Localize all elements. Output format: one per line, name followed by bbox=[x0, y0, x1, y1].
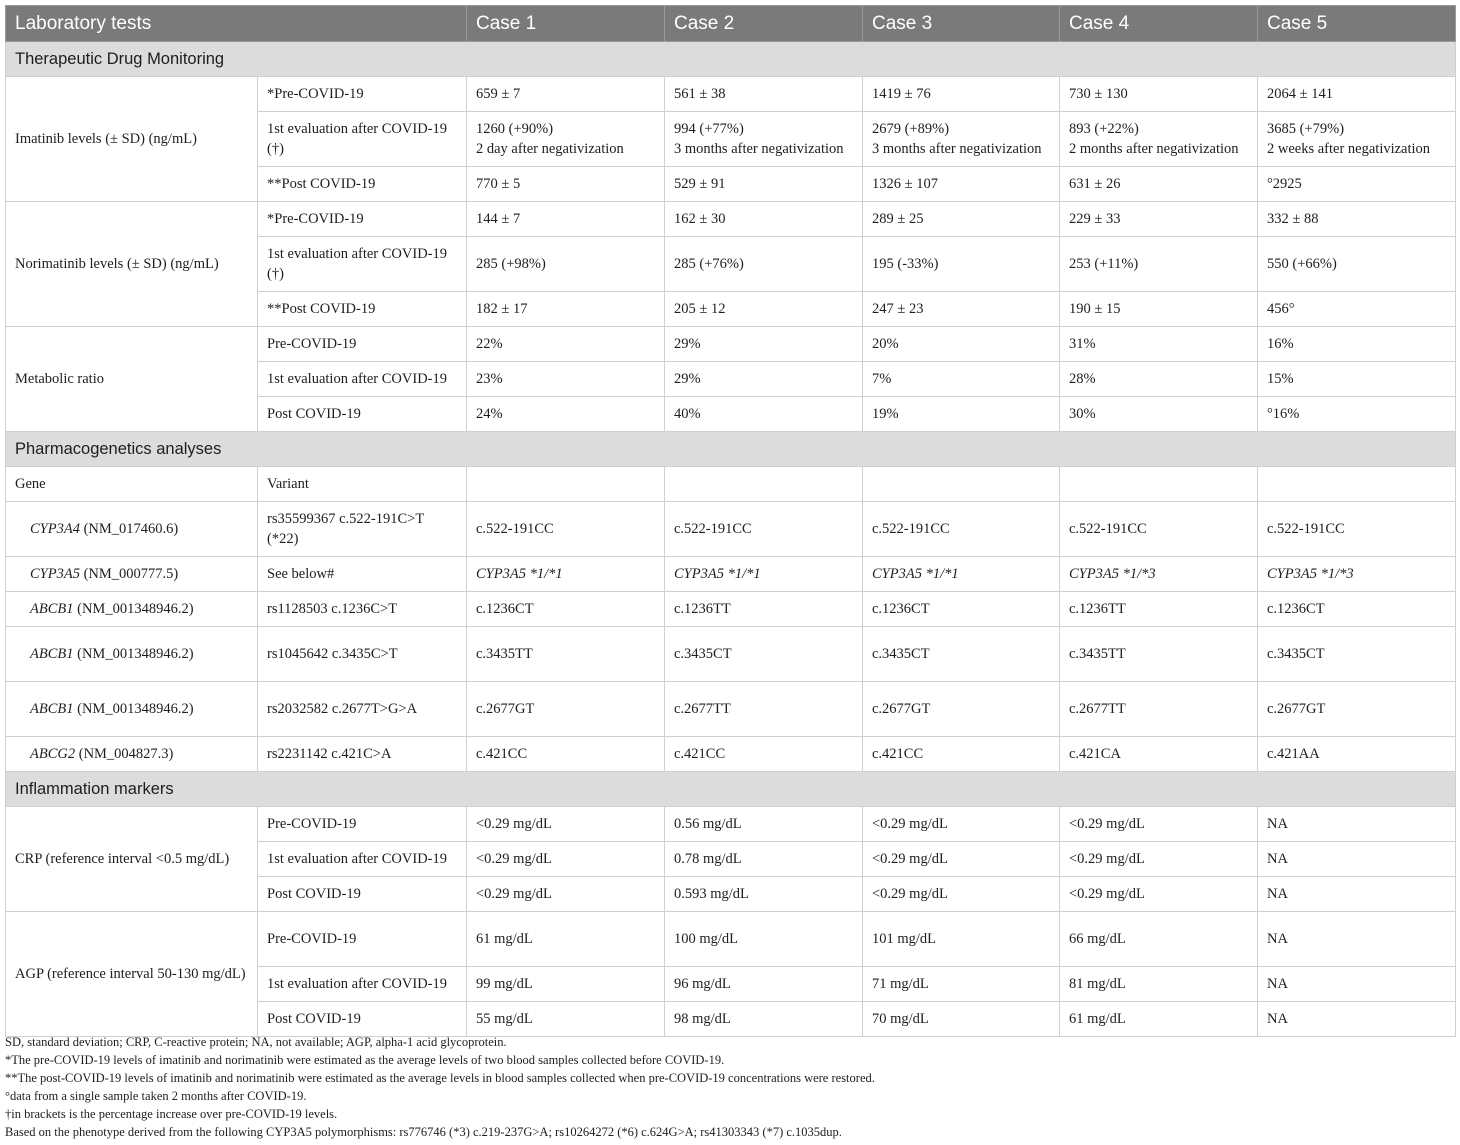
cell-value: 70 mg/dL bbox=[872, 1011, 929, 1027]
cell-value: 247 ± 23 bbox=[872, 301, 924, 317]
cell-value: 2679 (+89%) bbox=[872, 121, 950, 137]
variant-cell: rs35599367 c.522-191C>T (*22) bbox=[258, 502, 467, 557]
value-cell bbox=[1258, 967, 1456, 1002]
footnote: *The pre-COVID-19 levels of imatinib and norimatinib were estimated as the average levels of two blood samples collected before COVID-19. bbox=[5, 1053, 725, 1067]
value-cell bbox=[467, 237, 665, 292]
header-case-5: Case 5 bbox=[1258, 6, 1456, 42]
cell-value: 29% bbox=[674, 371, 701, 387]
cell-value: <0.29 mg/dL bbox=[1069, 886, 1145, 902]
cell-value: 529 ± 91 bbox=[674, 176, 726, 192]
value-cell bbox=[863, 397, 1060, 432]
header-case-3: Case 3 bbox=[863, 6, 1060, 42]
value-cell bbox=[863, 362, 1060, 397]
cell-value: 29% bbox=[674, 336, 701, 352]
footnote: SD, standard deviation; CRP, C-reactive protein; NA, not available; AGP, alpha-1 acid glycoprotein. bbox=[5, 1035, 507, 1049]
cell-value: 66 mg/dL bbox=[1069, 931, 1126, 947]
cell-value: NA bbox=[1267, 886, 1288, 902]
cell-value: 30% bbox=[1069, 406, 1096, 422]
value-cell bbox=[665, 167, 863, 202]
value-cell bbox=[863, 967, 1060, 1002]
cell-value: 332 ± 88 bbox=[1267, 211, 1319, 227]
value-cell bbox=[1060, 327, 1258, 362]
value-cell bbox=[863, 292, 1060, 327]
value-cell bbox=[665, 877, 863, 912]
value-cell bbox=[665, 77, 863, 112]
table-row bbox=[6, 627, 1456, 682]
gene-name: CYP3A4 bbox=[30, 521, 80, 537]
gene-reference: (NM_000777.5) bbox=[79, 566, 179, 582]
genotype-cell: CYP3A5 *1/*1 bbox=[467, 557, 665, 592]
group-label: Imatinib levels (± SD) (ng/mL) bbox=[6, 77, 258, 202]
table-row bbox=[6, 557, 1456, 592]
cell-value: 16% bbox=[1267, 336, 1294, 352]
table-row bbox=[6, 502, 1456, 557]
table-header-row bbox=[6, 6, 1456, 42]
value-cell bbox=[467, 877, 665, 912]
value-cell bbox=[1060, 77, 1258, 112]
genotype-cell: c.1236CT bbox=[467, 592, 665, 627]
value-cell bbox=[467, 912, 665, 967]
cell-value: 15% bbox=[1267, 371, 1294, 387]
value-cell bbox=[665, 362, 863, 397]
table-row bbox=[6, 737, 1456, 772]
row-label: Pre-COVID-19 bbox=[258, 327, 467, 362]
value-cell bbox=[863, 912, 1060, 967]
cell-value: NA bbox=[1267, 976, 1288, 992]
empty-cell bbox=[665, 467, 863, 502]
cell-note: 2 day after negativization bbox=[476, 141, 624, 157]
genotype-cell: c.2677GT bbox=[467, 682, 665, 737]
cell-value: 205 ± 12 bbox=[674, 301, 726, 317]
variant-cell: See below# bbox=[258, 557, 467, 592]
cell-value: <0.29 mg/dL bbox=[1069, 816, 1145, 832]
cell-note: 2 months after negativization bbox=[1069, 141, 1239, 157]
gene-header-row bbox=[6, 467, 1456, 502]
cell-value: 730 ± 130 bbox=[1069, 86, 1128, 102]
footnote: °data from a single sample taken 2 months after COVID-19. bbox=[5, 1089, 307, 1103]
section-row bbox=[6, 772, 1456, 807]
value-cell bbox=[1060, 877, 1258, 912]
value-cell bbox=[863, 327, 1060, 362]
variant-cell: rs2231142 c.421C>A bbox=[258, 737, 467, 772]
table-footnotes bbox=[5, 1033, 1455, 1141]
header-case-4: Case 4 bbox=[1060, 6, 1258, 42]
row-label: **Post COVID-19 bbox=[258, 292, 467, 327]
value-cell bbox=[467, 292, 665, 327]
cell-value: 81 mg/dL bbox=[1069, 976, 1126, 992]
group-label: Metabolic ratio bbox=[6, 327, 258, 432]
value-cell bbox=[863, 807, 1060, 842]
genotype-cell: c.3435TT bbox=[467, 627, 665, 682]
empty-cell bbox=[863, 467, 1060, 502]
genotype-cell: c.1236CT bbox=[863, 592, 1060, 627]
cell-value: 71 mg/dL bbox=[872, 976, 929, 992]
value-cell bbox=[1258, 1002, 1456, 1037]
cell-value: 3685 (+79%) bbox=[1267, 121, 1345, 137]
cell-note: 3 months after negativization bbox=[674, 141, 844, 157]
genotype-cell: c.2677TT bbox=[1060, 682, 1258, 737]
value-cell bbox=[1060, 842, 1258, 877]
gene-cell bbox=[6, 557, 258, 592]
cell-value: 55 mg/dL bbox=[476, 1011, 533, 1027]
value-cell bbox=[1258, 292, 1456, 327]
section-title: Inflammation markers bbox=[6, 772, 1456, 807]
cell-value: 285 (+98%) bbox=[476, 256, 546, 272]
row-label: **Post COVID-19 bbox=[258, 167, 467, 202]
header-laboratory-tests: Laboratory tests bbox=[6, 6, 467, 42]
value-cell bbox=[665, 807, 863, 842]
value-cell bbox=[665, 912, 863, 967]
group-label: CRP (reference interval <0.5 mg/dL) bbox=[6, 807, 258, 912]
genotype-cell: c.2677GT bbox=[1258, 682, 1456, 737]
cell-value: 182 ± 17 bbox=[476, 301, 528, 317]
cell-value: 0.78 mg/dL bbox=[674, 851, 742, 867]
cell-value: 144 ± 7 bbox=[476, 211, 521, 227]
value-cell bbox=[863, 112, 1060, 167]
variant-cell: rs1128503 c.1236C>T bbox=[258, 592, 467, 627]
gene-reference: (NM_001348946.2) bbox=[73, 646, 194, 662]
value-cell bbox=[665, 397, 863, 432]
cell-value: 229 ± 33 bbox=[1069, 211, 1121, 227]
value-cell bbox=[1258, 167, 1456, 202]
table-row bbox=[6, 202, 1456, 237]
genotype-cell: c.2677TT bbox=[665, 682, 863, 737]
value-cell bbox=[863, 877, 1060, 912]
cell-value: 40% bbox=[674, 406, 701, 422]
cell-value: 770 ± 5 bbox=[476, 176, 521, 192]
variant-column-label: Variant bbox=[258, 467, 467, 502]
cell-value: <0.29 mg/dL bbox=[476, 886, 552, 902]
value-cell bbox=[665, 327, 863, 362]
cell-value: 195 (-33%) bbox=[872, 256, 939, 272]
table-row bbox=[6, 77, 1456, 112]
laboratory-results-table bbox=[5, 5, 1456, 1037]
cell-value: 1260 (+90%) bbox=[476, 121, 554, 137]
genotype-cell: c.3435CT bbox=[665, 627, 863, 682]
gene-name: CYP3A5 bbox=[30, 566, 80, 582]
value-cell bbox=[467, 807, 665, 842]
cell-value: 1419 ± 76 bbox=[872, 86, 931, 102]
value-cell bbox=[665, 112, 863, 167]
value-cell bbox=[1060, 292, 1258, 327]
value-cell bbox=[1060, 397, 1258, 432]
gene-cell bbox=[6, 627, 258, 682]
value-cell bbox=[1258, 327, 1456, 362]
genotype-cell: CYP3A5 *1/*3 bbox=[1258, 557, 1456, 592]
cell-value: 631 ± 26 bbox=[1069, 176, 1121, 192]
cell-value: 561 ± 38 bbox=[674, 86, 726, 102]
gene-name: ABCG2 bbox=[30, 746, 76, 762]
cell-value: <0.29 mg/dL bbox=[476, 816, 552, 832]
gene-reference: (NM_017460.6) bbox=[79, 521, 179, 537]
value-cell bbox=[1060, 362, 1258, 397]
variant-cell: rs2032582 c.2677T>G>A bbox=[258, 682, 467, 737]
cell-value: <0.29 mg/dL bbox=[1069, 851, 1145, 867]
value-cell bbox=[1258, 112, 1456, 167]
genotype-cell: c.421CC bbox=[665, 737, 863, 772]
value-cell bbox=[1258, 807, 1456, 842]
value-cell bbox=[863, 202, 1060, 237]
value-cell bbox=[467, 842, 665, 877]
cell-value: 994 (+77%) bbox=[674, 121, 744, 137]
value-cell bbox=[863, 842, 1060, 877]
cell-value: 96 mg/dL bbox=[674, 976, 731, 992]
value-cell bbox=[665, 842, 863, 877]
table-row bbox=[6, 682, 1456, 737]
row-label: 1st evaluation after COVID-19 bbox=[258, 842, 467, 877]
table-row bbox=[6, 592, 1456, 627]
genotype-cell: c.522-191CC bbox=[1060, 502, 1258, 557]
footnote: †in brackets is the percentage increase over pre-COVID-19 levels. bbox=[5, 1107, 338, 1121]
variant-cell: rs1045642 c.3435C>T bbox=[258, 627, 467, 682]
cell-value: 456° bbox=[1267, 301, 1295, 317]
table-row bbox=[6, 327, 1456, 362]
gene-name: ABCB1 bbox=[30, 646, 74, 662]
value-cell bbox=[863, 237, 1060, 292]
cell-value: 2064 ± 141 bbox=[1267, 86, 1333, 102]
value-cell bbox=[467, 167, 665, 202]
cell-value: 1326 ± 107 bbox=[872, 176, 938, 192]
value-cell bbox=[665, 237, 863, 292]
genotype-cell: c.1236CT bbox=[1258, 592, 1456, 627]
genotype-cell: c.522-191CC bbox=[665, 502, 863, 557]
value-cell bbox=[1258, 77, 1456, 112]
value-cell bbox=[467, 397, 665, 432]
genotype-cell: c.522-191CC bbox=[1258, 502, 1456, 557]
cell-value: 289 ± 25 bbox=[872, 211, 924, 227]
cell-value: NA bbox=[1267, 1011, 1288, 1027]
cell-value: NA bbox=[1267, 931, 1288, 947]
genotype-cell: c.3435TT bbox=[1060, 627, 1258, 682]
cell-value: <0.29 mg/dL bbox=[872, 851, 948, 867]
empty-cell bbox=[1258, 467, 1456, 502]
value-cell bbox=[1258, 397, 1456, 432]
genotype-cell: c.1236TT bbox=[1060, 592, 1258, 627]
cell-value: 659 ± 7 bbox=[476, 86, 521, 102]
group-label: AGP (reference interval 50-130 mg/dL) bbox=[6, 912, 258, 1037]
cell-value: 61 mg/dL bbox=[1069, 1011, 1126, 1027]
cell-value: 23% bbox=[476, 371, 503, 387]
table-row bbox=[6, 807, 1456, 842]
cell-value: <0.29 mg/dL bbox=[476, 851, 552, 867]
genotype-cell: c.421AA bbox=[1258, 737, 1456, 772]
value-cell bbox=[1258, 237, 1456, 292]
cell-value: 0.593 mg/dL bbox=[674, 886, 749, 902]
gene-reference: (NM_001348946.2) bbox=[73, 701, 194, 717]
row-label: 1st evaluation after COVID-19 (†) bbox=[258, 112, 467, 167]
genotype-cell: CYP3A5 *1/*1 bbox=[665, 557, 863, 592]
cell-value: 98 mg/dL bbox=[674, 1011, 731, 1027]
empty-cell bbox=[467, 467, 665, 502]
value-cell bbox=[1060, 912, 1258, 967]
empty-cell bbox=[1060, 467, 1258, 502]
value-cell bbox=[1258, 877, 1456, 912]
cell-value: 22% bbox=[476, 336, 503, 352]
row-label: Post COVID-19 bbox=[258, 1002, 467, 1037]
value-cell bbox=[665, 202, 863, 237]
value-cell bbox=[467, 77, 665, 112]
row-label: Pre-COVID-19 bbox=[258, 807, 467, 842]
row-label: 1st evaluation after COVID-19 bbox=[258, 362, 467, 397]
value-cell bbox=[1258, 912, 1456, 967]
cell-value: 28% bbox=[1069, 371, 1096, 387]
cell-value: 19% bbox=[872, 406, 899, 422]
group-label: Norimatinib levels (± SD) (ng/mL) bbox=[6, 202, 258, 327]
genotype-cell: CYP3A5 *1/*3 bbox=[1060, 557, 1258, 592]
cell-value: 61 mg/dL bbox=[476, 931, 533, 947]
header-case-1: Case 1 bbox=[467, 6, 665, 42]
value-cell bbox=[467, 327, 665, 362]
value-cell bbox=[665, 1002, 863, 1037]
footnote: Based on the phenotype derived from the following CYP3A5 polymorphisms: rs776746 (*3) c.219-237G>A; rs10264272 (*6) c.624G>A; rs41303343 (*7) c.1035dup. bbox=[5, 1125, 842, 1139]
section-row bbox=[6, 432, 1456, 467]
cell-note: 2 weeks after negativization bbox=[1267, 141, 1431, 157]
value-cell bbox=[1258, 202, 1456, 237]
cell-value: 190 ± 15 bbox=[1069, 301, 1121, 317]
value-cell bbox=[467, 202, 665, 237]
row-label: Pre-COVID-19 bbox=[258, 912, 467, 967]
genotype-cell: c.3435CT bbox=[863, 627, 1060, 682]
value-cell bbox=[1060, 237, 1258, 292]
row-label: Post COVID-19 bbox=[258, 397, 467, 432]
row-label: Post COVID-19 bbox=[258, 877, 467, 912]
cell-value: <0.29 mg/dL bbox=[872, 886, 948, 902]
value-cell bbox=[1060, 1002, 1258, 1037]
cell-note: 3 months after negativization bbox=[872, 141, 1042, 157]
cell-value: 285 (+76%) bbox=[674, 256, 744, 272]
row-label: *Pre-COVID-19 bbox=[258, 202, 467, 237]
cell-value: 20% bbox=[872, 336, 899, 352]
cell-value: 101 mg/dL bbox=[872, 931, 937, 947]
genotype-cell: c.522-191CC bbox=[467, 502, 665, 557]
value-cell bbox=[1060, 112, 1258, 167]
cell-value: 893 (+22%) bbox=[1069, 121, 1139, 137]
cell-value: <0.29 mg/dL bbox=[872, 816, 948, 832]
cell-value: 550 (+66%) bbox=[1267, 256, 1337, 272]
gene-column-label: Gene bbox=[6, 467, 258, 502]
gene-reference: (NM_004827.3) bbox=[75, 746, 174, 762]
value-cell bbox=[467, 112, 665, 167]
value-cell bbox=[1258, 842, 1456, 877]
gene-cell bbox=[6, 502, 258, 557]
value-cell bbox=[863, 167, 1060, 202]
value-cell bbox=[665, 292, 863, 327]
gene-cell bbox=[6, 682, 258, 737]
value-cell bbox=[1060, 967, 1258, 1002]
table-row bbox=[6, 912, 1456, 967]
gene-cell bbox=[6, 737, 258, 772]
value-cell bbox=[1060, 167, 1258, 202]
genotype-cell: c.421CA bbox=[1060, 737, 1258, 772]
genotype-cell: c.1236TT bbox=[665, 592, 863, 627]
footnote: **The post-COVID-19 levels of imatinib and norimatinib were estimated as the average levels in blood samples collected when pre-COVID-19 concentrations were restored. bbox=[5, 1071, 875, 1085]
value-cell bbox=[863, 77, 1060, 112]
value-cell bbox=[467, 967, 665, 1002]
cell-value: °16% bbox=[1267, 406, 1300, 422]
row-label: 1st evaluation after COVID-19 bbox=[258, 967, 467, 1002]
genotype-cell: c.421CC bbox=[467, 737, 665, 772]
cell-value: 162 ± 30 bbox=[674, 211, 726, 227]
value-cell bbox=[467, 1002, 665, 1037]
row-label: *Pre-COVID-19 bbox=[258, 77, 467, 112]
cell-value: 24% bbox=[476, 406, 503, 422]
genotype-cell: CYP3A5 *1/*1 bbox=[863, 557, 1060, 592]
cell-value: 99 mg/dL bbox=[476, 976, 533, 992]
value-cell bbox=[1060, 807, 1258, 842]
value-cell bbox=[1258, 362, 1456, 397]
gene-reference: (NM_001348946.2) bbox=[73, 601, 194, 617]
section-title: Pharmacogenetics analyses bbox=[6, 432, 1456, 467]
value-cell bbox=[467, 362, 665, 397]
cell-value: NA bbox=[1267, 816, 1288, 832]
results-table-container bbox=[5, 5, 1455, 1037]
genotype-cell: c.421CC bbox=[863, 737, 1060, 772]
value-cell bbox=[863, 1002, 1060, 1037]
cell-value: 31% bbox=[1069, 336, 1096, 352]
header-case-2: Case 2 bbox=[665, 6, 863, 42]
cell-value: 7% bbox=[872, 371, 892, 387]
cell-value: 253 (+11%) bbox=[1069, 256, 1139, 272]
value-cell bbox=[665, 967, 863, 1002]
gene-cell bbox=[6, 592, 258, 627]
section-row bbox=[6, 42, 1456, 77]
cell-value: °2925 bbox=[1267, 176, 1302, 192]
cell-value: 100 mg/dL bbox=[674, 931, 739, 947]
genotype-cell: c.522-191CC bbox=[863, 502, 1060, 557]
cell-value: 0.56 mg/dL bbox=[674, 816, 742, 832]
genotype-cell: c.3435CT bbox=[1258, 627, 1456, 682]
cell-value: NA bbox=[1267, 851, 1288, 867]
genotype-cell: c.2677GT bbox=[863, 682, 1060, 737]
row-label: 1st evaluation after COVID-19 (†) bbox=[258, 237, 467, 292]
section-title: Therapeutic Drug Monitoring bbox=[6, 42, 1456, 77]
gene-name: ABCB1 bbox=[30, 701, 74, 717]
gene-name: ABCB1 bbox=[30, 601, 74, 617]
value-cell bbox=[1060, 202, 1258, 237]
